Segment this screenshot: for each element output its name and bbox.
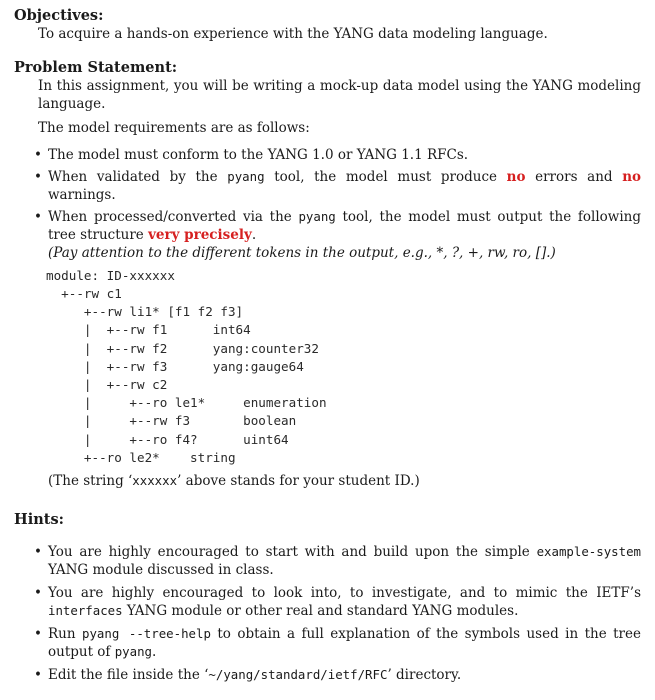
hint-text: You are highly encouraged to start with and build upon the simple <box>48 544 537 561</box>
requirement-text: warnings. <box>48 187 116 204</box>
objectives-section <box>14 6 641 44</box>
emphasis-no: no <box>506 169 526 186</box>
requirements-intro: The model requirements are as follows: <box>38 120 310 137</box>
bullet-icon: • <box>34 626 42 643</box>
hint-text: Run <box>48 626 82 643</box>
tree-line: | +--rw f2 yang:counter32 <box>46 340 319 356</box>
hint-text: YANG module or other real and standard YANG modules. <box>122 603 519 620</box>
tree-line: +--rw c1 <box>46 286 122 302</box>
code-pyang: pyang <box>227 169 265 185</box>
hints-heading: Hints: <box>14 511 64 528</box>
list-item <box>14 544 641 580</box>
student-id-note <box>48 473 641 491</box>
hint-text: Edit the file inside the ‘ <box>48 667 209 683</box>
list-item <box>14 169 641 205</box>
requirement-text: tool, the model must produce <box>264 169 507 186</box>
yang-tree-output <box>46 267 641 467</box>
tree-line: +--ro le2* string <box>46 449 236 465</box>
code-rfc-path: ~/yang/standard/ietf/RFC <box>208 667 388 682</box>
requirement-text: When processed/converted via the <box>48 209 299 225</box>
tree-line: | +--rw f3 yang:gauge64 <box>46 358 304 374</box>
code-tree-help: pyang --tree-help <box>81 626 211 642</box>
bullet-icon: • <box>34 169 42 186</box>
hints-section <box>14 510 641 690</box>
requirement-text: errors and <box>525 169 623 186</box>
emphasis-no: no <box>622 169 642 186</box>
note-text: (The string ‘ <box>48 473 133 490</box>
requirement-text: When validated by the <box>48 169 228 186</box>
problem-statement-heading: Problem Statement: <box>14 59 178 76</box>
token-note: (Pay attention to the different tokens in the output, e.g., *, ?, +, rw, ro, [].) <box>48 244 556 261</box>
requirement-text: tool, the model must output the following tree structure <box>48 209 641 243</box>
hint-text: YANG module discussed in class. <box>48 562 274 579</box>
bullet-icon: • <box>34 667 42 683</box>
requirements-list <box>14 147 641 263</box>
emphasis-very-precisely: very precisely <box>148 226 252 243</box>
hint-text: You are highly encouraged to look into, to investigate, and to mimic the IETF’s <box>48 585 641 602</box>
note-text: ’ above stands for your student ID.) <box>177 473 420 490</box>
hint-text: ’ directory. <box>387 667 462 683</box>
bullet-icon: • <box>34 209 42 225</box>
requirement-text: . <box>251 226 257 243</box>
bullet-icon: • <box>34 147 42 164</box>
code-interfaces: interfaces <box>48 603 123 619</box>
tree-line: +--rw li1* [f1 f2 f3] <box>46 304 244 320</box>
problem-statement-section <box>14 58 641 491</box>
code-pyang: pyang <box>114 644 153 660</box>
code-pyang: pyang <box>298 209 336 224</box>
tree-line: | +--ro f4? uint64 <box>46 431 289 447</box>
list-item <box>14 209 641 263</box>
code-xxxxxx: xxxxxx <box>132 473 178 489</box>
bullet-icon: • <box>34 544 42 561</box>
code-example-system: example-system <box>536 544 641 560</box>
list-item <box>14 585 641 621</box>
tree-line: | +--ro le1* enumeration <box>46 395 327 411</box>
requirement-text: The model must conform to the YANG 1.0 or YANG 1.1 RFCs. <box>48 147 469 164</box>
list-item <box>14 147 641 165</box>
hints-list <box>14 544 641 685</box>
list-item <box>14 626 641 662</box>
list-item <box>14 667 641 685</box>
hint-text: to obtain a full explanation of the symbols used in the tree output of <box>48 626 641 661</box>
objectives-text: To acquire a hands-on experience with the YANG data modeling language. <box>38 26 548 43</box>
bullet-icon: • <box>34 585 42 602</box>
problem-intro: In this assignment, you will be writing a mock-up data model using the YANG modeling language. <box>38 78 641 113</box>
hint-text: . <box>152 644 157 661</box>
objectives-heading: Objectives: <box>14 7 104 24</box>
tree-line: | +--rw f1 int64 <box>46 322 251 338</box>
tree-line: | +--rw c2 <box>46 377 168 393</box>
tree-line: module: ID-xxxxxx <box>46 267 175 283</box>
tree-line: | +--rw f3 boolean <box>46 413 297 429</box>
